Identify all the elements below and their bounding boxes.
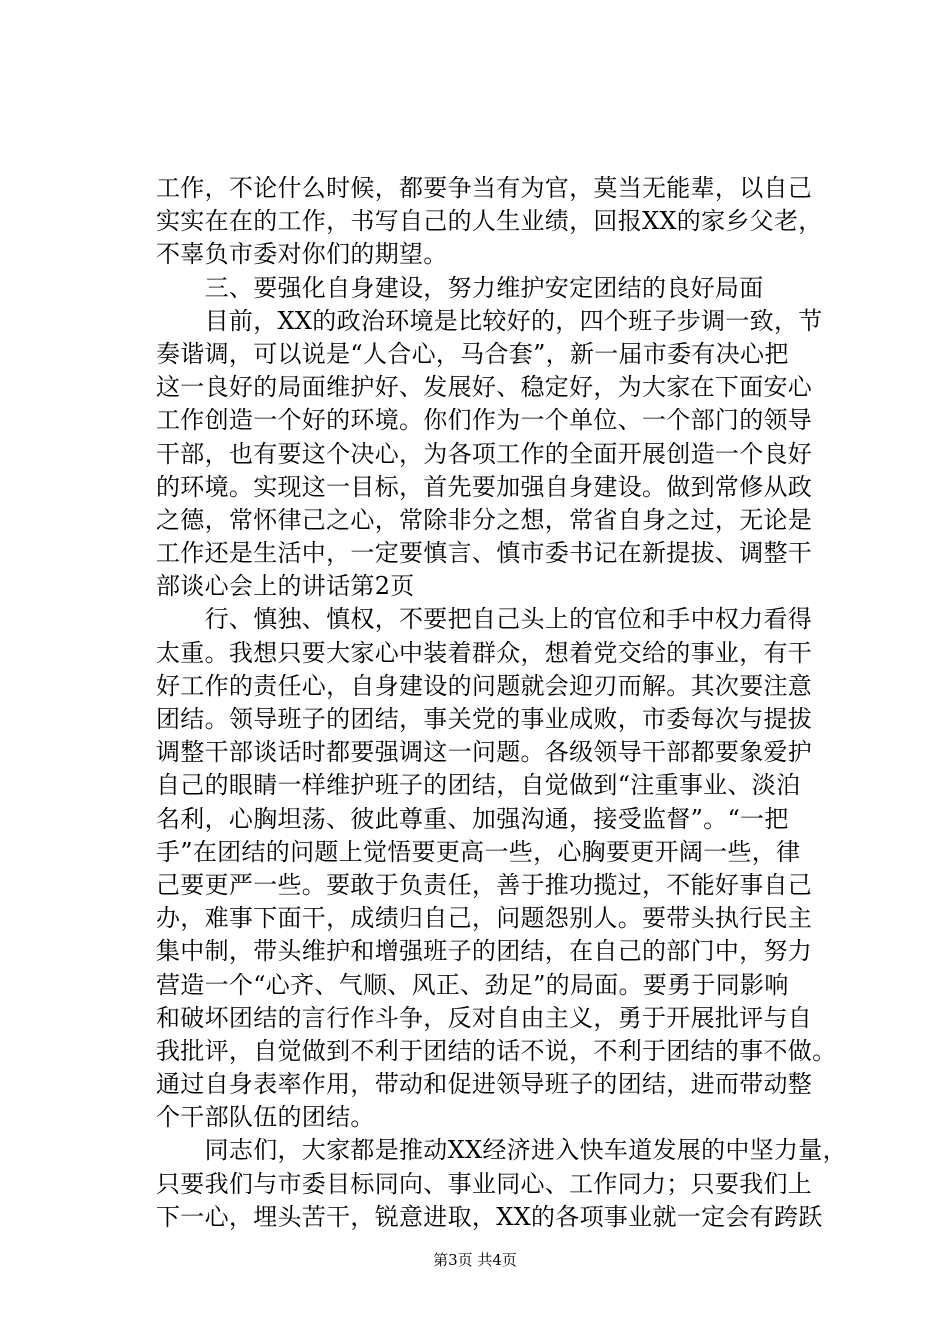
document-body (156, 172, 846, 1234)
text-line-5: 目前，XX的政治环境是比较好的，四个班子步调一致，节 (156, 306, 823, 335)
text-line-21: 手”在团结的问题上觉悟要更高一些，心胸要更开阔一些，律 (156, 837, 801, 866)
text-line-9: 干部，也有要这个决心，为各项工作的全面开展创造一个良好 (156, 439, 813, 468)
text-line-18: 调整干部谈话时都要强调这一问题。各级领导干部都要象爱护 (156, 738, 813, 767)
text-line-17: 团结。领导班子的团结，事关党的事业成败，市委每次与提拔 (156, 705, 813, 733)
text-line-15: 太重。我想只要大家心中装着群众，想着党交给的事业，有干 (156, 638, 813, 667)
text-line-30: 同志们，大家都是推动XX经济进入快车道发展的中坚力量， (156, 1136, 847, 1165)
text-line-26: 和破坏团结的言行作斗争，反对自由主义，勇于开展批评与自 (156, 1003, 813, 1032)
text-line-2: 实实在在的工作，书写自己的人生业绩，回报XX的家乡父老， (156, 207, 823, 236)
text-line-29: 个干部队伍的团结。 (156, 1103, 375, 1132)
text-line-12: 工作还是生活中，一定要慎言、慎市委书记在新提拔、调整干 (156, 539, 813, 568)
page-number: 第3页 共4页 (433, 1251, 517, 1269)
text-line-27: 我批评，自觉做到不利于团结的话不说，不利于团结的事不做。 (156, 1036, 837, 1065)
text-line-10: 的环境。实现这一目标，首先要加强自身建设。做到常修从政 (156, 472, 813, 501)
text-line-32: 下一心，埋头苦干，锐意进取，XX的各项事业就一定会有跨跃 (156, 1202, 823, 1231)
text-line-7: 这一良好的局面维护好、发展好、稳定好，为大家在下面安心 (156, 373, 813, 402)
text-line-11: 之德，常怀律己之心，常除非分之想，常省自身之过，无论是 (156, 505, 813, 534)
page-footer (0, 1250, 950, 1270)
text-line-8: 工作创造一个好的环境。你们作为一个单位、一个部门的领导 (156, 406, 813, 435)
section-heading: 三、要强化自身建设，努力维护安定团结的良好局面 (156, 273, 764, 302)
text-line-31: 只要我们与市委目标同向、事业同心、工作同力；只要我们上 (156, 1169, 813, 1198)
text-line-16: 好工作的责任心，自身建设的问题就会迎刃而解。其次要注意 (156, 671, 813, 700)
text-line-3: 不辜负市委对你们的期望。 (156, 240, 448, 269)
text-line-1: 工作，不论什么时候，都要争当有为官，莫当无能辈，以自己 (156, 174, 813, 202)
text-line-22: 己要更严一些。要敢于负责任，善于推功揽过，不能好事自己 (156, 870, 813, 899)
text-line-24: 集中制，带头维护和增强班子的团结，在自己的部门中，努力 (156, 937, 813, 966)
text-line-6: 奏谐调，可以说是“人合心，马合套”，新一届市委有决心把 (156, 339, 789, 368)
text-line-14: 行、慎独、慎权，不要把自己头上的官位和手中权力看得 (156, 605, 813, 634)
text-line-28: 通过自身表率作用，带动和促进领导班子的团结，进而带动整 (156, 1070, 813, 1099)
text-line-23: 办，难事下面干，成绩归自己，问题怨别人。要带头执行民主 (156, 904, 813, 933)
text-line-13: 部谈心会上的讲话第2页 (156, 572, 415, 601)
text-line-25: 营造一个“心齐、气顺、风正、劲足”的局面。要勇于同影响 (156, 970, 789, 999)
text-line-19: 自己的眼睛一样维护班子的团结，自觉做到“注重事业、淡泊 (156, 771, 801, 800)
text-line-20: 名利，心胸坦荡、彼此尊重、加强沟通，接受监督”。“一把 (156, 804, 789, 833)
